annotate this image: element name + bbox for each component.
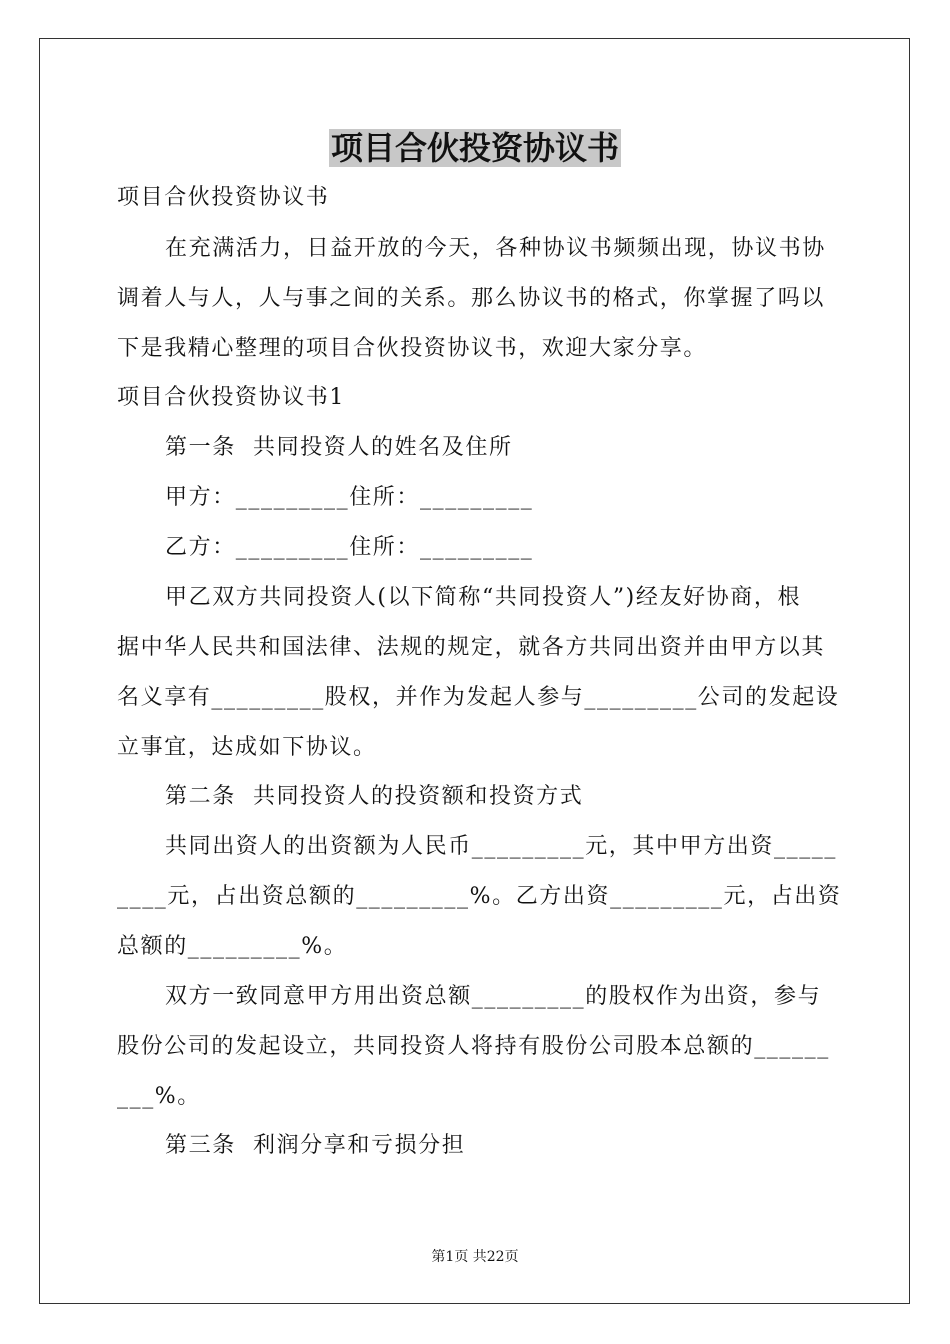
paragraph-line: 下是我精心整理的项目合伙投资协议书，欢迎大家分享。 <box>117 336 708 361</box>
document-title-text: 项目合伙投资协议书 <box>330 129 619 167</box>
paragraph-line: 甲乙双方共同投资人(以下简称“共同投资人”)经友好协商，根 <box>165 585 802 610</box>
paragraph-line: 双方一致同意甲方用出资总额_________的股权作为出资，参与 <box>165 984 822 1009</box>
paragraph-line: 股份公司的发起设立，共同投资人将持有股份公司股本总额的______ <box>117 1034 830 1059</box>
article-heading: 第三条 利润分享和亏损分担 <box>165 1133 466 1158</box>
section-heading: 项目合伙投资协议书1 <box>117 385 345 410</box>
paragraph-line: 在充满活力，日益开放的今天，各种协议书频频出现，协议书协 <box>165 236 826 261</box>
paragraph-line: ___%。 <box>117 1084 201 1109</box>
subtitle-line: 项目合伙投资协议书 <box>117 185 330 210</box>
page-footer: 第1页 共22页 <box>431 1249 519 1265</box>
paragraph-line: 立事宜，达成如下协议。 <box>117 735 377 760</box>
paragraph-line: 总额的_________%。 <box>117 934 348 959</box>
paragraph-line: 共同出资人的出资额为人民币_________元，其中甲方出资_____ <box>165 834 838 859</box>
party-b-line: 乙方：_________住所：_________ <box>165 535 534 560</box>
document-title <box>0 128 950 168</box>
article-heading: 第二条 共同投资人的投资额和投资方式 <box>165 784 584 809</box>
party-a-line: 甲方：_________住所：_________ <box>165 485 534 510</box>
page-border <box>39 38 910 1304</box>
paragraph-line: 名义享有_________股权，并作为发起人参与_________公司的发起设 <box>117 685 840 710</box>
paragraph-line: 调着人与人，人与事之间的关系。那么协议书的格式，你掌握了吗以 <box>117 286 826 311</box>
paragraph-line: 据中华人民共和国法律、法规的规定，就各方共同出资并由甲方以其 <box>117 635 826 660</box>
article-heading: 第一条 共同投资人的姓名及住所 <box>165 435 513 460</box>
paragraph-line: ____元，占出资总额的_________%。乙方出资_________元，占出资 <box>117 884 842 909</box>
